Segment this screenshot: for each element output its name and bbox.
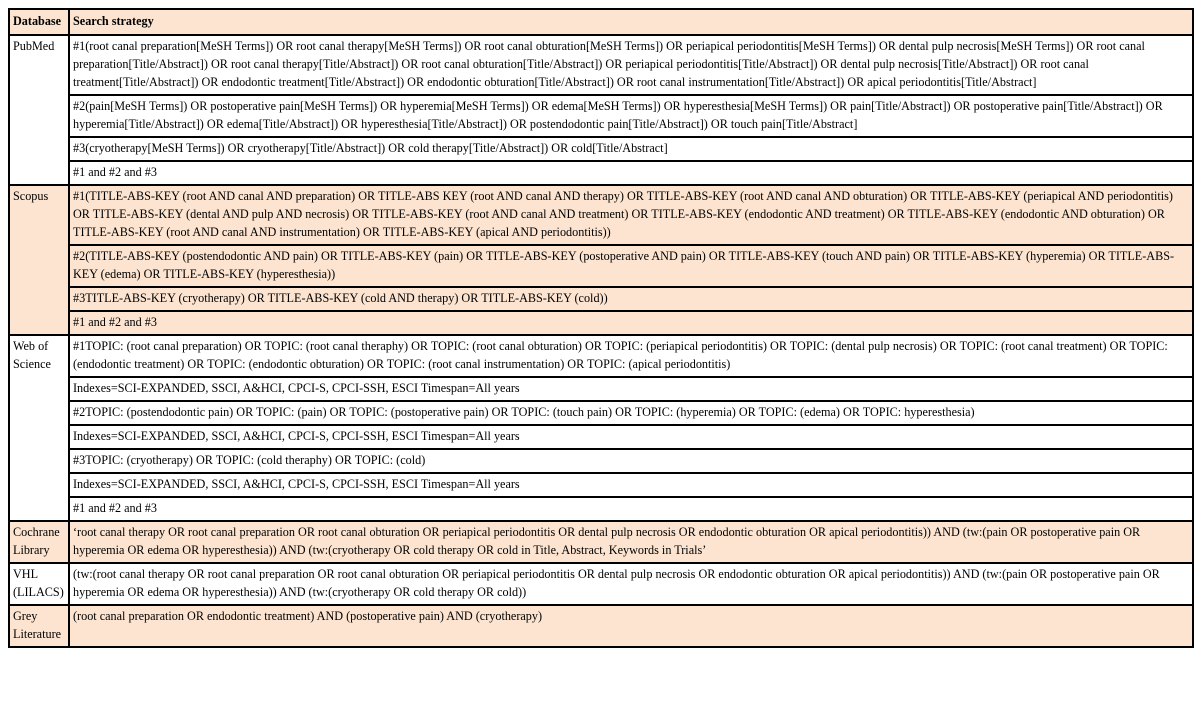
search-strategy-cell: Indexes=SCI-EXPANDED, SSCI, A&HCI, CPCI-S, CPCI-SSH, ESCI Timespan=All years (69, 473, 1193, 497)
search-strategy-cell: (tw:(root canal therapy OR root canal preparation OR root canal obturation OR periapical periodontitis OR dental pulp necrosis OR endodontic obturation OR apical periodontitis)) AND (tw:(pain OR postoperative pain OR hyperemia OR edema OR hyperesthesia)) AND (tw:(cryotherapy OR cold therapy OR cold)) (69, 563, 1193, 605)
search-strategy-cell: #3(cryotherapy[MeSH Terms]) OR cryotherapy[Title/Abstract]) OR cold therapy[Title/Abstract]) OR cold[Title/Abstract] (69, 137, 1193, 161)
database-cell: Cochrane Library (9, 521, 69, 563)
table-row (9, 335, 1193, 377)
header-search-strategy: Search strategy (69, 9, 1193, 35)
table-row (9, 401, 1193, 425)
table-row (9, 35, 1193, 95)
table-row (9, 161, 1193, 185)
search-strategy-cell: #1 and #2 and #3 (69, 161, 1193, 185)
table-row (9, 287, 1193, 311)
search-strategy-cell: Indexes=SCI-EXPANDED, SSCI, A&HCI, CPCI-S, CPCI-SSH, ESCI Timespan=All years (69, 425, 1193, 449)
search-strategy-table-container (8, 8, 1194, 648)
table-row (9, 563, 1193, 605)
search-strategy-cell: #3TOPIC: (cryotherapy) OR TOPIC: (cold theraphy) OR TOPIC: (cold) (69, 449, 1193, 473)
table-row (9, 497, 1193, 521)
table-row (9, 245, 1193, 287)
database-cell: VHL (LILACS) (9, 563, 69, 605)
search-strategy-cell: #2(TITLE-ABS-KEY (postendodontic AND pain) OR TITLE-ABS-KEY (pain) OR TITLE-ABS-KEY (postoperative AND pain) OR TITLE-ABS-KEY (touch AND pain) OR TITLE-ABS-KEY (hyperemia) OR TITLE-ABS-KEY (edema) OR TITLE-ABS-KEY (hyperesthesia)) (69, 245, 1193, 287)
header-database: Database (9, 9, 69, 35)
table-row (9, 605, 1193, 647)
table-row (9, 185, 1193, 245)
table-row (9, 449, 1193, 473)
search-strategy-cell: #1 and #2 and #3 (69, 311, 1193, 335)
table-row (9, 425, 1193, 449)
table-body (9, 35, 1193, 647)
header-row (9, 9, 1193, 35)
search-strategy-cell: ‘root canal therapy OR root canal preparation OR root canal obturation OR periapical periodontitis OR dental pulp necrosis OR endodontic obturation OR apical periodontitis)) AND (tw:(pain OR postoperative pain OR hyperemia OR edema OR hyperesthesia)) AND (tw:(cryotherapy OR cold therapy OR cold in Title, Abstract, Keywords in Trials’ (69, 521, 1193, 563)
search-strategy-cell: #2TOPIC: (postendodontic pain) OR TOPIC: (pain) OR TOPIC: (postoperative pain) OR TOPIC: (touch pain) OR TOPIC: (hyperemia) OR TOPIC: (edema) OR TOPIC: hyperesthesia) (69, 401, 1193, 425)
search-strategy-cell: #1TOPIC: (root canal preparation) OR TOPIC: (root canal theraphy) OR TOPIC: (root canal obturation) OR TOPIC: (periapical periodontitis) OR TOPIC: (dental pulp necrosis) OR TOPIC: (root canal treatment) OR TOPIC: (endodontic treatment) OR TOPIC: (endodontic obturation) OR TOPIC: (root canal instrumentation) OR TOPIC: (apical periodontitis) (69, 335, 1193, 377)
search-strategy-cell: #1(root canal preparation[MeSH Terms]) OR root canal therapy[MeSH Terms]) OR root canal obturation[MeSH Terms]) OR periapical periodontitis[MeSH Terms]) OR dental pulp necrosis[MeSH Terms]) OR root canal preparation[Title/Abstract]) OR root canal therapy[Title/Abstract]) OR root canal obturation[Title/Abstract]) OR periapical periodontitis[Title/Abstract]) OR dental pulp necrosis[Title/Abstract]) OR root canal treatment[Title/Abstract]) OR endodontic treatment[Title/Abstract]) OR endodontic obturation[Title/Abstract]) OR root canal instrumentation[Title/Abstract]) OR apical periodontitis[Title/Abstract] (69, 35, 1193, 95)
database-cell: PubMed (9, 35, 69, 185)
table-row (9, 311, 1193, 335)
table-row (9, 521, 1193, 563)
search-strategy-cell: (root canal preparation OR endodontic treatment) AND (postoperative pain) AND (cryotherapy) (69, 605, 1193, 647)
database-cell: Scopus (9, 185, 69, 335)
search-strategy-cell: #1 and #2 and #3 (69, 497, 1193, 521)
search-strategy-cell: #1(TITLE-ABS-KEY (root AND canal AND preparation) OR TITLE-ABS KEY (root AND canal AND therapy) OR TITLE-ABS-KEY (root AND canal AND obturation) OR TITLE-ABS-KEY (periapical AND periodontitis) OR TITLE-ABS-KEY (dental AND pulp AND necrosis) OR TITLE-ABS-KEY (root AND canal AND treatment) OR TITLE-ABS-KEY (endodontic AND treatment) OR TITLE-ABS-KEY (endodontic AND obturation) OR TITLE-ABS-KEY (root AND canal AND instrumentation) OR TITLE-ABS-KEY (apical AND periodontitis)) (69, 185, 1193, 245)
search-strategy-cell: #3TITLE-ABS-KEY (cryotherapy) OR TITLE-ABS-KEY (cold AND therapy) OR TITLE-ABS-KEY (cold)) (69, 287, 1193, 311)
table-row (9, 377, 1193, 401)
search-strategy-table (8, 8, 1194, 648)
database-cell: Grey Literature (9, 605, 69, 647)
table-row (9, 137, 1193, 161)
database-cell: Web of Science (9, 335, 69, 521)
search-strategy-cell: Indexes=SCI-EXPANDED, SSCI, A&HCI, CPCI-S, CPCI-SSH, ESCI Timespan=All years (69, 377, 1193, 401)
search-strategy-cell: #2(pain[MeSH Terms]) OR postoperative pain[MeSH Terms]) OR hyperemia[MeSH Terms]) OR edema[MeSH Terms]) OR hyperesthesia[MeSH Terms]) OR pain[Title/Abstract]) OR postoperative pain[Title/Abstract]) OR hyperemia[Title/Abstract]) OR edema[Title/Abstract]) OR hyperesthesia[Title/Abstract]) OR postendodontic pain[Title/Abstract]) OR touch pain[Title/Abstract] (69, 95, 1193, 137)
table-row (9, 95, 1193, 137)
table-row (9, 473, 1193, 497)
